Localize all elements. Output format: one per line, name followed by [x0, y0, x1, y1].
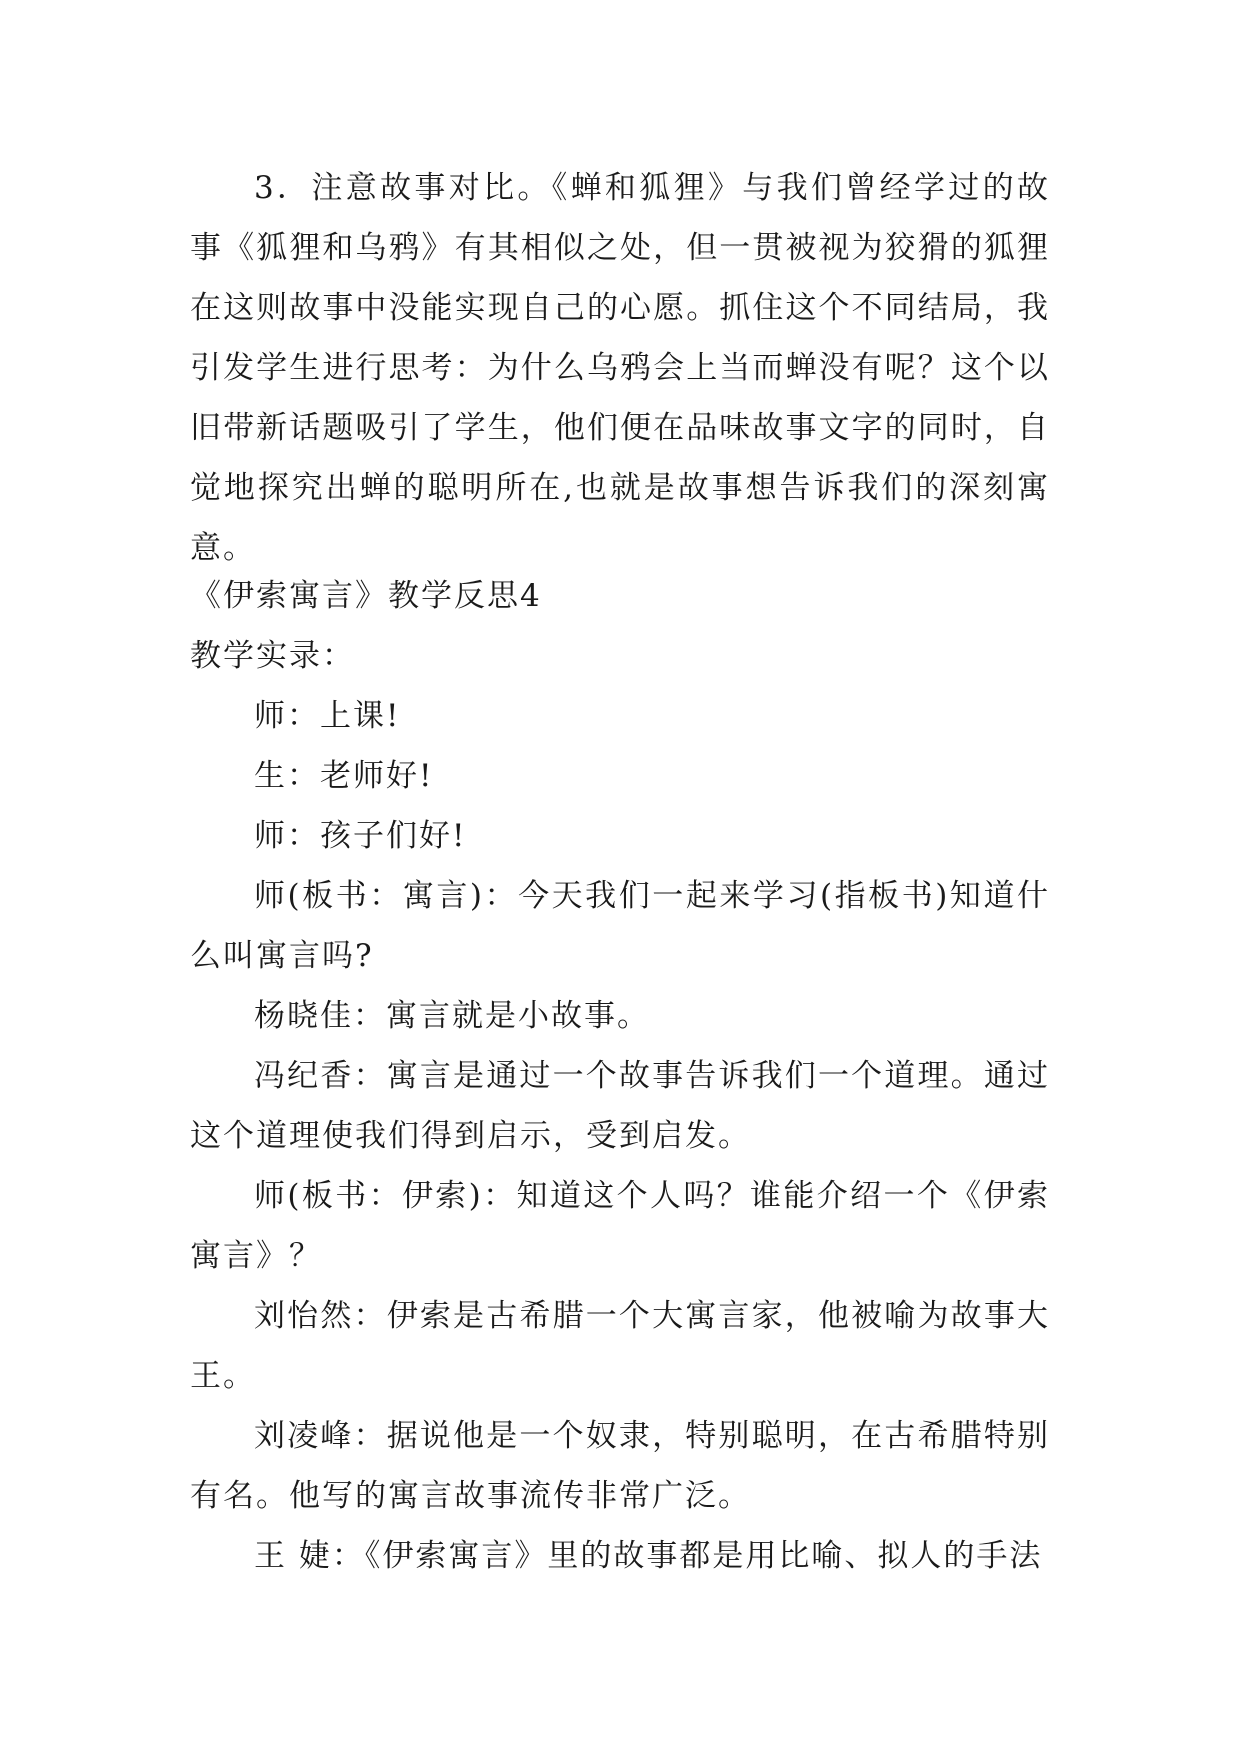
document-page [190, 0, 1050, 1754]
dialogue-line: 师：上课! [254, 698, 401, 734]
dialogue-line: 刘怡然：伊索是古希腊一个大寓言家，他被喻为故事大王。 [190, 1298, 1050, 1394]
dialogue-line: 冯纪香：寓言是通过一个故事告诉我们一个道理。通过这个道理使我们得到启示，受到启发。 [190, 1058, 1050, 1154]
intro-section [190, 158, 1050, 578]
reflection-section [190, 566, 1050, 1586]
dialogue-line: 师(板书：寓言)：今天我们一起来学习(指板书)知道什么叫寓言吗? [190, 878, 1050, 974]
dialogue-line: 杨晓佳：寓言就是小故事。 [254, 998, 650, 1034]
dialogue-line: 刘凌峰：据说他是一个奴隶，特别聪明，在古希腊特别有名。他写的寓言故事流传非常广泛。 [190, 1418, 1050, 1514]
section-title: 《伊索寓言》教学反思4 [190, 578, 542, 614]
dialogue-line: 王 婕：《伊索寓言》里的故事都是用比喻、拟人的手法 [254, 1538, 1043, 1574]
dialogue-line: 生：老师好! [254, 758, 434, 794]
dialogue-line: 师：孩子们好! [254, 818, 467, 854]
dialogue-line: 师(板书：伊索)：知道这个人吗？谁能介绍一个《伊索寓言》？ [190, 1178, 1050, 1274]
section-subtitle: 教学实录： [190, 638, 355, 674]
intro-paragraph: 3．注意故事对比。《蝉和狐狸》与我们曾经学过的故事《狐狸和乌鸦》有其相似之处，但一贯被视为狡猾的狐狸在这则故事中没能实现自己的心愿。抓住这个不同结局，我引发学生进行思考：为什么乌鸦会上当而蝉没有呢？这个以旧带新话题吸引了学生，他们便在品味故事文字的同时，自觉地探究出蝉的聪明所在,也就是故事想告诉我们的深刻寓意。 [190, 170, 1050, 566]
